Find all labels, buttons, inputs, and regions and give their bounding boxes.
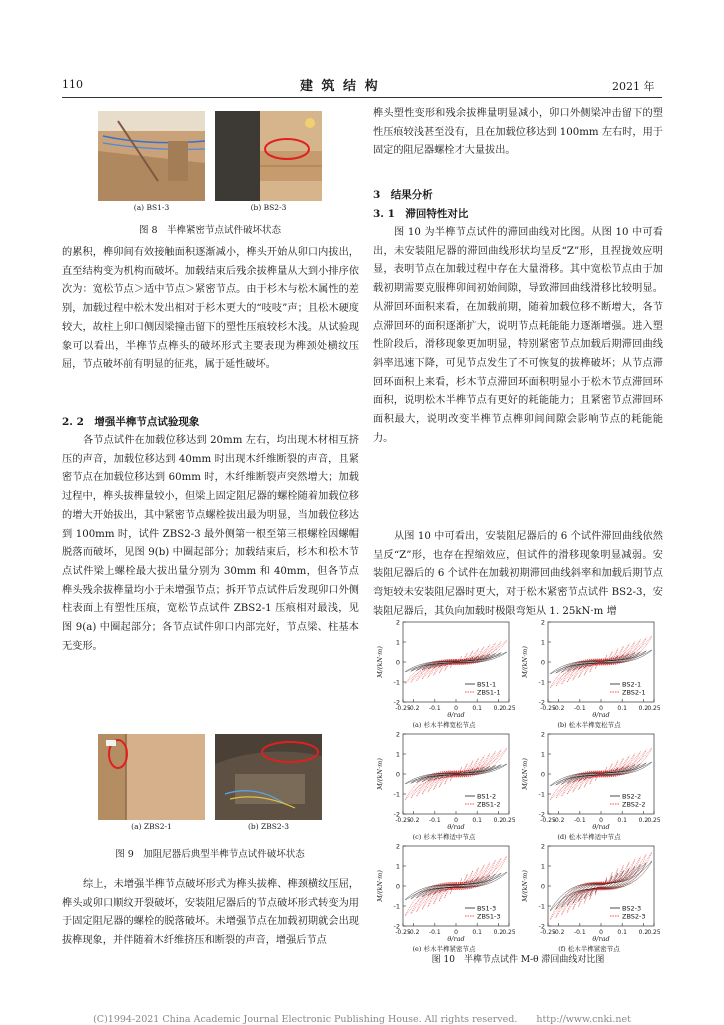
x-tick-label: -0.1 bbox=[428, 817, 441, 824]
fig9-photo-a bbox=[98, 734, 205, 820]
heading-2-2: 2. 2 增强半榫节点试验现象 bbox=[62, 416, 200, 428]
x-tick-label: 0 bbox=[599, 929, 603, 936]
hysteresis-loop bbox=[416, 643, 495, 681]
legend-label: BS2-3 bbox=[622, 904, 642, 913]
fig8-caption: 图 8 半榫紧密节点试件破坏状态 bbox=[138, 225, 282, 236]
y-tick-label: 0 bbox=[395, 882, 400, 891]
x-tick-label: 0.1 bbox=[472, 929, 482, 936]
y-axis-label: M/(kN·m) bbox=[521, 758, 529, 790]
y-tick-label: -1 bbox=[393, 790, 400, 799]
y-tick-label: -1 bbox=[538, 902, 545, 911]
hysteresis-plot bbox=[373, 842, 515, 950]
hysteresis-loop bbox=[450, 656, 461, 668]
hysteresis-loop bbox=[416, 874, 495, 898]
y-tick-label: 2 bbox=[395, 618, 400, 627]
y-tick-label: 2 bbox=[395, 730, 400, 739]
x-tick-label: -0.25 bbox=[395, 705, 411, 712]
fig10-panel-e bbox=[373, 842, 515, 953]
series-ZBS1-1 bbox=[405, 640, 507, 684]
y-tick-label: 0 bbox=[540, 770, 545, 779]
x-tick-label: -0.2 bbox=[407, 929, 420, 936]
hysteresis-loop bbox=[584, 868, 618, 903]
hysteresis-loop bbox=[561, 865, 640, 908]
fig9-sub-b: (b) ZBS2-3 bbox=[248, 822, 289, 831]
y-tick-label: 1 bbox=[540, 862, 545, 871]
y-tick-label: -2 bbox=[393, 698, 400, 707]
x-tick-label: -0.25 bbox=[540, 705, 556, 712]
y-tick-label: 0 bbox=[540, 658, 545, 667]
hysteresis-loop bbox=[595, 767, 606, 781]
hysteresis-loop bbox=[411, 642, 501, 683]
fig9-sub-a: (a) ZBS2-1 bbox=[131, 822, 172, 831]
left-para-3: 综上，未增强半榫节点破坏形式为榫头拔榫、榫颈横纹压屈，榫头或卯口顺纹开裂破坏，安装阻尼器后的节点破坏形式转变为用于固定阻尼器的螺栓的脱落破坏。未增强节点在加载初期就会出现拔榫现象，并伴随着木纤维挤压和断裂的声音，增强后节点 bbox=[62, 879, 359, 947]
y-tick-label: 1 bbox=[395, 862, 400, 871]
hysteresis-loop bbox=[439, 879, 473, 893]
x-tick-label: 0.25 bbox=[647, 929, 660, 936]
x-tick-label: -0.2 bbox=[552, 705, 565, 712]
y-axis-label: M/(kN·m) bbox=[521, 870, 529, 902]
hysteresis-loop bbox=[556, 863, 646, 913]
y-tick-label: -1 bbox=[538, 678, 545, 687]
legend-label: ZBS2-1 bbox=[622, 688, 646, 697]
y-tick-label: -1 bbox=[393, 678, 400, 687]
hysteresis-loop bbox=[584, 656, 618, 668]
y-tick-label: -2 bbox=[538, 810, 545, 819]
x-tick-label: 0 bbox=[454, 817, 458, 824]
y-tick-label: -2 bbox=[538, 922, 545, 931]
y-tick-label: -1 bbox=[393, 902, 400, 911]
y-tick-label: -2 bbox=[538, 698, 545, 707]
x-tick-label: 0 bbox=[454, 705, 458, 712]
x-tick-label: -0.2 bbox=[407, 705, 420, 712]
fig10-subcaption: (e) 杉木半榫紧密节点 bbox=[412, 945, 476, 953]
legend-label: BS2-1 bbox=[622, 680, 642, 689]
hysteresis-plot bbox=[373, 618, 515, 726]
x-tick-label: 0.1 bbox=[472, 817, 482, 824]
hysteresis-loop bbox=[405, 640, 507, 684]
series-BS1-1 bbox=[405, 652, 507, 672]
x-axis-label: θ/rad bbox=[447, 823, 465, 831]
hysteresis-loop bbox=[584, 768, 618, 780]
x-axis-label: θ/rad bbox=[592, 711, 610, 719]
fig10-panel-c bbox=[373, 730, 515, 841]
x-tick-label: -0.25 bbox=[540, 929, 556, 936]
x-tick-label: -0.1 bbox=[573, 705, 586, 712]
x-tick-label: -0.1 bbox=[573, 817, 586, 824]
y-tick-label: 1 bbox=[540, 638, 545, 647]
fig8-photo-b bbox=[215, 111, 322, 201]
hysteresis-loop bbox=[450, 878, 461, 894]
x-tick-label: -0.2 bbox=[552, 817, 565, 824]
legend-label: ZBS1-2 bbox=[477, 800, 501, 809]
x-tick-label: -0.1 bbox=[428, 705, 441, 712]
x-tick-label: 0.1 bbox=[617, 705, 627, 712]
y-tick-label: 1 bbox=[540, 750, 545, 759]
hysteresis-loop bbox=[416, 752, 495, 797]
fig10-panel-d bbox=[518, 730, 660, 841]
header-rule bbox=[62, 97, 662, 98]
hysteresis-loop bbox=[428, 865, 485, 907]
journal-year: 2021 年 bbox=[612, 80, 655, 93]
hysteresis-plot bbox=[518, 730, 660, 838]
x-tick-label: -0.2 bbox=[552, 929, 565, 936]
legend-label: BS1-2 bbox=[477, 792, 497, 801]
right-para-3: 从图 10 中可看出，安装阻尼器后的 6 个试件滞回曲线依然呈反“Z”形，也存在捏缩效应，但试件的滑移现象明显减弱。安装阻尼器后的 6 个试件在加载初期滞回曲线斜率和加载后期节点弯矩较未安装阻尼器时更大，对于松木紧密节点试件 BS2-3，安装阻尼器后，其负向加载时极限弯矩从 1. 25kN·m 增 bbox=[373, 531, 663, 617]
hysteresis-loop bbox=[595, 655, 606, 669]
x-tick-label: 0.2 bbox=[493, 705, 504, 712]
hysteresis-plot bbox=[373, 730, 515, 838]
x-tick-label: 0.25 bbox=[647, 817, 660, 824]
y-tick-label: 2 bbox=[540, 730, 545, 739]
left-para-2: 各节点试件在加载位移达到 20mm 左右，均出现木材相互挤压的声音，加载位移达到 40mm 时出现木纤维断裂的声音，且紧密节点在加载位移达到 60mm 时，木纤维断裂声突然增大；加载过程中，榫头拔榫量较小，但梁上固定阻尼器的螺栓随着加载位移的增大开始拔出，其中紧密节点螺栓拔出最为明显，当加载位移达到 100mm 时，试件 ZBS2-3 最外侧第一根至第三根螺栓因螺帽脱落而破坏，见图 9(b) 中圈起部分；加载结束后，杉木和松木节点试件梁上螺栓最大拔出量分别为 30mm 和 40mm，但各节点榫头残余拔榫量均小于未增强节点；拆开节点试件后发现卯口外侧柱表面上有塑性压痕，宽松节点试件 ZBS2-1 压痕相对最浅，见图 9(a) 中圈起部分；各节点试件卯口内部完好，节点梁、柱基本无变形。 bbox=[62, 435, 359, 652]
x-tick-label: 0.1 bbox=[617, 817, 627, 824]
hysteresis-loop bbox=[450, 767, 461, 781]
legend-label: BS2-2 bbox=[622, 792, 642, 801]
hysteresis-plot bbox=[518, 842, 660, 950]
x-tick-label: 0.2 bbox=[493, 929, 504, 936]
heading-3-1: 3. 1 滞回特性对比 bbox=[373, 208, 469, 220]
x-tick-label: -0.1 bbox=[573, 929, 586, 936]
x-axis-label: θ/rad bbox=[592, 823, 610, 831]
x-tick-label: -0.25 bbox=[395, 817, 411, 824]
y-tick-label: -1 bbox=[538, 790, 545, 799]
fig10-subcaption: (a) 杉木半榫宽松节点 bbox=[412, 721, 476, 729]
fig10-panel-a bbox=[373, 618, 515, 729]
x-tick-label: 0 bbox=[599, 817, 603, 824]
x-tick-label: 0 bbox=[454, 929, 458, 936]
legend-label: ZBS2-3 bbox=[622, 912, 646, 921]
x-axis-label: θ/rad bbox=[447, 711, 465, 719]
fig8-sub-a: (a) BS1-3 bbox=[133, 203, 170, 212]
x-tick-label: 0.1 bbox=[617, 929, 627, 936]
journal-title: 建 筑 结 构 bbox=[300, 79, 380, 94]
legend-label: BS1-1 bbox=[477, 680, 497, 689]
x-tick-label: -0.1 bbox=[428, 929, 441, 936]
hysteresis-loop bbox=[550, 762, 652, 786]
x-tick-label: 0.2 bbox=[638, 705, 649, 712]
series-BS2-2 bbox=[550, 762, 652, 786]
fig10-panel-b bbox=[518, 618, 660, 729]
fig10-panel-f bbox=[518, 842, 660, 953]
hysteresis-loop bbox=[584, 761, 618, 788]
fig10-subcaption: (d) 松木半榫适中节点 bbox=[557, 833, 621, 841]
fig10-subcaption: (f) 松木半榫紧密节点 bbox=[558, 945, 620, 953]
x-tick-label: 0 bbox=[599, 705, 603, 712]
fig10-subcaption: (c) 杉木半榫适中节点 bbox=[412, 833, 476, 841]
x-tick-label: -0.2 bbox=[407, 817, 420, 824]
x-tick-label: 0.25 bbox=[502, 929, 515, 936]
hysteresis-loop bbox=[561, 652, 640, 673]
fig8-photo-a bbox=[98, 111, 205, 201]
fig10-caption: 图 10 半榫节点试件 M-θ 滞回曲线对比图 bbox=[431, 955, 605, 965]
y-tick-label: 0 bbox=[395, 658, 400, 667]
y-tick-label: 2 bbox=[540, 618, 545, 627]
legend-label: ZBS1-1 bbox=[477, 688, 501, 697]
x-tick-label: 0.25 bbox=[502, 705, 515, 712]
hysteresis-loop bbox=[561, 764, 640, 785]
hysteresis-plot bbox=[518, 618, 660, 726]
x-tick-label: 0.2 bbox=[638, 817, 649, 824]
hysteresis-loop bbox=[561, 752, 640, 797]
legend-label: ZBS1-3 bbox=[477, 912, 501, 921]
x-tick-label: -0.25 bbox=[395, 929, 411, 936]
hysteresis-loop bbox=[405, 872, 507, 900]
left-para-1: 的累积，榫卯间有效接触面积逐渐减小，榫头开始从卯口内拔出，直至结构变为机构而破坏。加载结束后残余拔榫量从大到小排序依次为：宽松节点＞适中节点＞紧密节点。由于杉木与松木属性的差别，加载过程中松木发出相对于杉木更大的“吱吱”声；且松木硬度较大，故柱上卯口侧因梁撞击留下的塑性压痕较杉木浅。从试验现象可以看出，半榫节点榫头的破坏形式主要表现为榫颈处横纹压屈，节点破坏前有明显的征兆，属于延性破坏。 bbox=[62, 247, 359, 371]
hysteresis-loop bbox=[556, 750, 646, 801]
right-para-2: 图 10 为半榫节点试件的滞回曲线对比图。从图 10 中可看出，未安装阻尼器的滞回曲线形状均呈反“Z”形，且捏拢效应明显，表明节点在加载过程中存在大量滑移。其中宽松节点由于加载初期需要克服榫卯间初始间隙，导致滞回曲线滑移比较明显。从滞回环面积来看，在加载前期，随着加载位移不断增大，各节点滞回环的面积逐渐扩大，说明节点耗能能力逐渐增强。进入塑性阶段后，滑移现象更加明显，特别紧密节点加载后期滞回曲线斜率迅速下降，可见节点发生了不可恢复的拔榫破坏；从节点滞回环面积上来看，杉木节点滞回环面积明显小于松木节点滞回环面积，说明松木半榫节点有更好的耗能能力；且紧密节点滞回环面积最大，说明改变半榫节点榫卯间间隙会影响节点的耗能能力。 bbox=[373, 227, 663, 444]
hysteresis-loop bbox=[561, 640, 640, 685]
fig9-caption: 图 9 加阻尼器后典型半榫节点试件破坏状态 bbox=[115, 849, 305, 860]
y-axis-label: M/(kN·m) bbox=[376, 646, 384, 678]
hysteresis-loop bbox=[411, 750, 501, 801]
y-tick-label: 0 bbox=[395, 770, 400, 779]
hysteresis-loop bbox=[584, 649, 618, 676]
fig9-photo-b bbox=[215, 734, 322, 820]
x-tick-label: 0.1 bbox=[472, 705, 482, 712]
series-BS2-1 bbox=[550, 650, 652, 674]
legend-label: BS1-3 bbox=[477, 904, 497, 913]
hysteresis-loop bbox=[584, 873, 618, 899]
x-tick-label: 0.25 bbox=[647, 705, 660, 712]
y-axis-label: M/(kN·m) bbox=[376, 870, 384, 902]
series-BS1-3 bbox=[405, 872, 507, 900]
hysteresis-loop bbox=[595, 877, 606, 895]
hysteresis-loop bbox=[595, 879, 606, 892]
y-tick-label: 1 bbox=[395, 638, 400, 647]
y-tick-label: 2 bbox=[395, 842, 400, 851]
y-axis-label: M/(kN·m) bbox=[521, 646, 529, 678]
x-tick-label: 0.2 bbox=[638, 929, 649, 936]
x-tick-label: 0.25 bbox=[502, 817, 515, 824]
legend-label: ZBS2-2 bbox=[622, 800, 646, 809]
fig8-sub-b: (b) BS2-3 bbox=[250, 203, 287, 212]
y-axis-label: M/(kN·m) bbox=[376, 758, 384, 790]
fig10-subcaption: (b) 松木半榫宽松节点 bbox=[557, 721, 621, 729]
hysteresis-loop bbox=[556, 638, 646, 689]
x-axis-label: θ/rad bbox=[447, 935, 465, 943]
hysteresis-loop bbox=[573, 868, 630, 903]
copyright-footer: (C)1994-2021 China Academic Journal Electronic Publishing House. All rights reserved. http://www.cnki.net bbox=[93, 1014, 631, 1025]
x-tick-label: -0.25 bbox=[540, 817, 556, 824]
x-axis-label: θ/rad bbox=[592, 935, 610, 943]
hysteresis-loop bbox=[439, 871, 473, 902]
heading-3: 3 结果分析 bbox=[373, 189, 433, 201]
right-para-1: 榫头塑性变形和残余拔榫量明显减小，卯口外侧梁冲击留下的塑性压痕较浅甚至没有，且在加载位移达到 100mm 左右时，用于固定的阻尼器螺栓才大量拔出。 bbox=[373, 108, 663, 157]
y-tick-label: -2 bbox=[393, 810, 400, 819]
y-tick-label: -2 bbox=[393, 922, 400, 931]
y-tick-label: 0 bbox=[540, 882, 545, 891]
hysteresis-loop bbox=[550, 650, 652, 674]
y-tick-label: 2 bbox=[540, 842, 545, 851]
hysteresis-loop bbox=[573, 862, 630, 910]
x-tick-label: 0.2 bbox=[493, 817, 504, 824]
page-number: 110 bbox=[62, 78, 83, 91]
y-tick-label: 1 bbox=[395, 750, 400, 759]
